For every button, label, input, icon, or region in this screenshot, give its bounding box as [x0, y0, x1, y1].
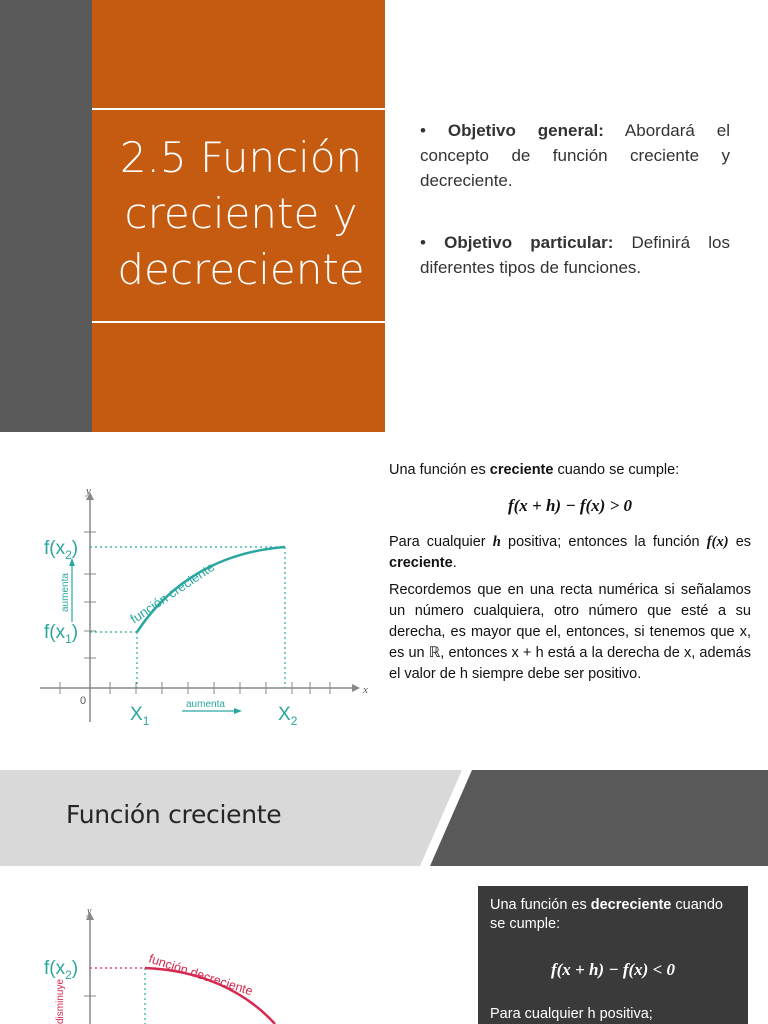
cond-text-2: positiva; entonces la función: [500, 534, 707, 550]
intro-text-end: cuando se cumple:: [553, 462, 680, 478]
curve-label: función decreciente: [147, 951, 255, 999]
disminuye-label: disminuye: [55, 978, 66, 1024]
decreasing-condition-partial: Para cualquier h positiva;: [490, 1006, 653, 1022]
slide-increasing-definition: [0, 432, 768, 770]
horizontal-aumenta-label: aumenta: [186, 699, 225, 710]
title-rule-bottom: [92, 321, 385, 323]
cond-keyword: creciente: [389, 555, 453, 571]
decreasing-intro: [490, 896, 736, 934]
fx1-label: $f(x_1)$: [44, 622, 79, 646]
objective-particular-text: Definirá los diferentes tipos de funciones.: [420, 233, 730, 277]
vertical-aumenta-label: aumenta: [60, 573, 71, 612]
increasing-text: [389, 460, 751, 685]
box-keyword: decreciente: [590, 897, 672, 913]
increasing-condition: [389, 532, 751, 574]
intro-keyword: creciente: [489, 462, 554, 478]
side-bar: [0, 0, 92, 432]
objectives: [420, 118, 730, 280]
intro-text: Una función es: [389, 462, 490, 478]
cond-period: .: [452, 555, 457, 571]
slide-title: [0, 0, 768, 432]
cond-h: h: [492, 534, 501, 550]
header-band-dark: [430, 770, 768, 866]
cond-text-1: Para cualquier: [389, 534, 493, 550]
slide-title-text: 2.5 Función creciente y decreciente: [117, 133, 365, 294]
objective-general-label: Objetivo general:: [447, 121, 604, 140]
objective-particular-label: Objetivo particular:: [444, 233, 614, 252]
fx2-label: $f(x_2)$: [44, 958, 79, 982]
box-text-end: cuando se cumple:: [490, 897, 723, 932]
decreasing-formula: f(x + h) − f(x) < 0: [550, 960, 676, 979]
box-text: Una función es: [490, 897, 591, 913]
cond-fx: f(x): [706, 534, 729, 550]
dotted-guides: [90, 547, 285, 688]
increasing-function-graph: [30, 472, 380, 742]
x-axis-label: x: [363, 684, 368, 696]
decreasing-box: [478, 886, 748, 1024]
y-axis-label: y: [86, 485, 91, 497]
fx2-label: $f(x_2)$: [44, 538, 79, 562]
y-axis-label: y: [87, 906, 92, 917]
curve-label: función creciente: [127, 559, 218, 627]
increasing-intro: [389, 460, 751, 481]
objective-general-text: Abordará el concepto de función creciente y decreciente.: [420, 121, 730, 190]
x2-label: $X_2$: [278, 704, 298, 728]
x-axis-arrow: [352, 684, 360, 692]
section-title: Función creciente: [66, 800, 282, 829]
decreasing-function-graph: [30, 896, 390, 1024]
increasing-curve: [137, 547, 285, 632]
cond-text-3: es: [728, 534, 752, 550]
objective-general: • Objetivo general: Abordará el concepto de función creciente y decreciente.: [420, 121, 730, 190]
slide-section-header: [0, 770, 768, 866]
x1-label: $X_1$: [130, 704, 150, 728]
objective-particular: • Objetivo particular: Definirá los diferentes tipos de funciones.: [420, 233, 730, 277]
horizontal-aumenta-arrowhead: [234, 708, 242, 714]
increasing-formula: f(x + h) − f(x) > 0: [507, 496, 633, 515]
slide-decreasing-definition: [0, 866, 768, 1024]
increasing-body: Recordemos que en una recta numérica si señalamos un número cualquiera, otro número que esté a su derecha, es mayor que el, entonces, si tenemos que x, es un ℝ, entonces x + h está a la derecha de x, además el valor de h siempre debe ser positivo.: [389, 582, 751, 682]
title-rule-top: [92, 108, 385, 110]
origin-label: 0: [80, 695, 87, 707]
